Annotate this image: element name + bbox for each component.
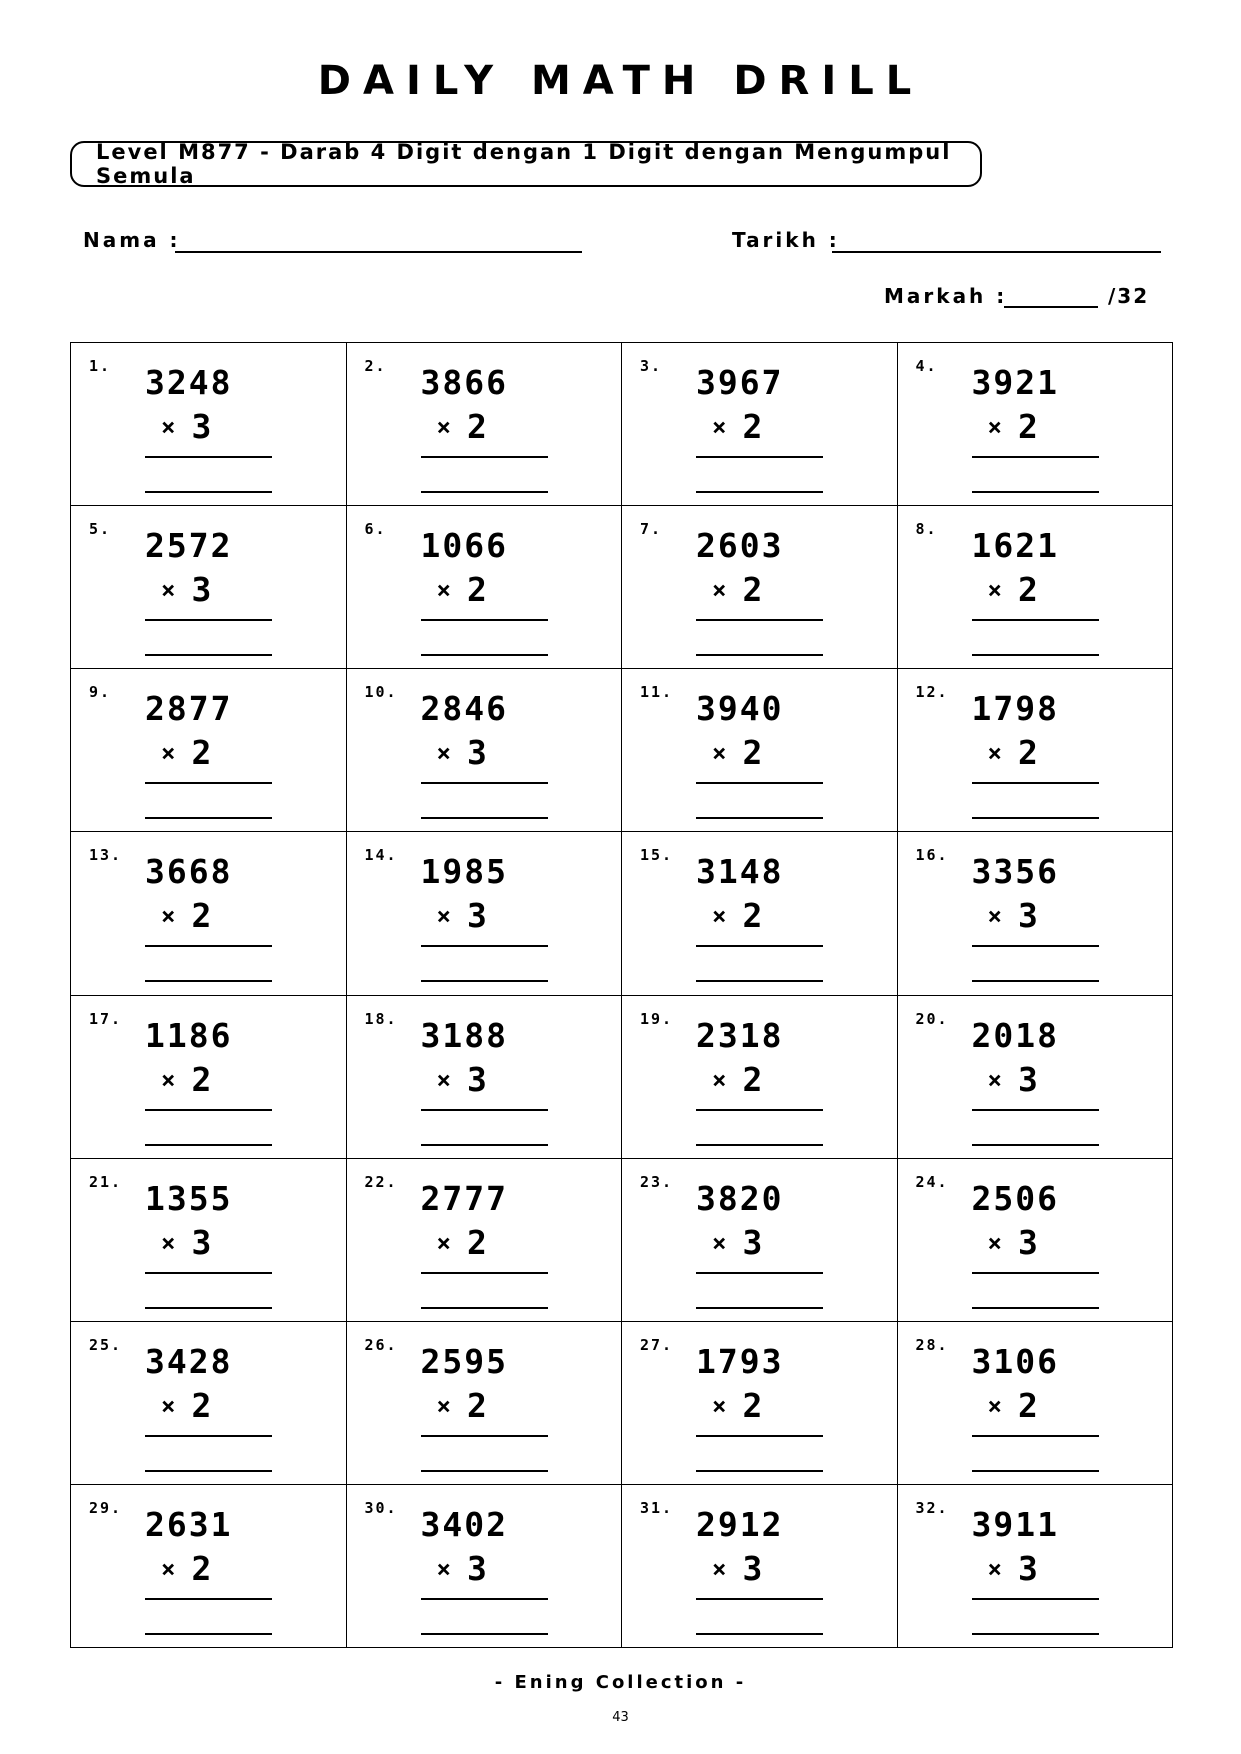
problem-cell: [622, 506, 898, 669]
multiplicand: 3967: [696, 363, 784, 402]
operation-line: [696, 1435, 823, 1437]
multiplier-row: [712, 407, 762, 446]
times-sign: ×: [987, 1065, 1002, 1094]
multiplier: 3: [191, 570, 212, 610]
problem-number: 15.: [640, 846, 674, 865]
multiplicand: 3428: [145, 1341, 233, 1381]
answer-line[interactable]: [421, 1307, 548, 1309]
multiplicand: 2631: [145, 1504, 233, 1544]
multiplicand: 1798: [971, 689, 1059, 729]
multiplier-row: [161, 733, 211, 772]
answer-line[interactable]: [696, 1144, 823, 1146]
multiplicand: 1621: [971, 526, 1059, 566]
problem-cell: [71, 669, 347, 832]
answer-line[interactable]: [972, 1144, 1099, 1146]
problem-cell: [71, 1322, 347, 1485]
problem-cell: [71, 506, 347, 669]
answer-line[interactable]: [421, 1633, 548, 1635]
times-sign: ×: [436, 1065, 451, 1094]
operation-line: [421, 456, 548, 458]
operation-line: [145, 619, 272, 621]
multiplier-row: [437, 1386, 487, 1425]
multiplicand: 3911: [971, 1504, 1059, 1544]
name-label: Nama :: [83, 228, 181, 252]
times-sign: ×: [712, 1391, 727, 1420]
multiplicand: 2846: [420, 689, 508, 729]
problem-number: 24.: [915, 1172, 949, 1191]
multiplier-row: [712, 896, 762, 935]
times-sign: ×: [712, 1228, 727, 1257]
multiplicand: 3248: [145, 363, 233, 402]
multiplier: 2: [1017, 733, 1038, 773]
multiplicand: 2877: [145, 689, 233, 729]
times-sign: ×: [987, 413, 1002, 441]
problem-grid: [70, 342, 1173, 1648]
answer-line[interactable]: [972, 980, 1099, 982]
times-sign: ×: [987, 1391, 1002, 1420]
operation-line: [696, 1109, 823, 1111]
operation-line: [421, 1109, 548, 1111]
multiplier: 2: [191, 733, 212, 773]
multiplier: 2: [466, 1222, 487, 1262]
operation-line: [145, 1272, 272, 1274]
multiplier: 2: [742, 407, 763, 446]
multiplier: 3: [466, 733, 487, 773]
problem-cell: [622, 343, 898, 506]
times-sign: ×: [987, 576, 1002, 605]
problem-cell: [71, 832, 347, 995]
problem-cell: [622, 1322, 898, 1485]
multiplicand: 3356: [971, 852, 1059, 892]
problem-cell: [622, 832, 898, 995]
multiplicand: 3921: [971, 363, 1059, 402]
times-sign: ×: [436, 739, 451, 768]
problem-cell: [622, 1159, 898, 1322]
answer-line[interactable]: [421, 491, 548, 493]
operation-line: [972, 1109, 1099, 1111]
problem-cell: [898, 1322, 1174, 1485]
problem-cell: [898, 506, 1174, 669]
answer-line[interactable]: [145, 1307, 272, 1309]
problem-cell: [898, 832, 1174, 995]
footer-credit: - Ening Collection -: [494, 1672, 747, 1693]
times-sign: ×: [161, 1554, 176, 1583]
times-sign: ×: [712, 902, 727, 931]
multiplicand: 3866: [420, 363, 508, 402]
problem-number: 12.: [915, 683, 949, 702]
multiplier: 3: [191, 407, 212, 446]
problem-cell: [71, 1485, 347, 1648]
multiplier: 3: [466, 1548, 487, 1588]
multiplier: 2: [1017, 1385, 1038, 1425]
problem-number: 20.: [915, 1009, 949, 1028]
date-field[interactable]: [832, 251, 1161, 253]
times-sign: ×: [712, 413, 727, 441]
operation-line: [421, 782, 548, 784]
problem-cell: [347, 996, 623, 1159]
multiplicand: 2572: [145, 526, 233, 566]
answer-line[interactable]: [972, 1307, 1099, 1309]
multiplier-row: [712, 1386, 762, 1425]
times-sign: ×: [712, 1554, 727, 1583]
problem-number: 7.: [640, 520, 663, 539]
problem-number: 27.: [640, 1335, 674, 1354]
times-sign: ×: [987, 1228, 1002, 1257]
multiplier: 3: [1017, 1059, 1038, 1099]
multiplicand: 2912: [696, 1504, 784, 1544]
multiplier-row: [437, 733, 487, 772]
multiplier: 2: [1017, 407, 1038, 446]
problem-cell: [347, 669, 623, 832]
multiplicand: 2777: [420, 1178, 508, 1218]
times-sign: ×: [987, 739, 1002, 768]
multiplier-row: [988, 733, 1038, 772]
problem-cell: [347, 1159, 623, 1322]
problem-number: 23.: [640, 1172, 674, 1191]
multiplier: 3: [466, 896, 487, 936]
times-sign: ×: [436, 576, 451, 605]
multiplier: 3: [1017, 1222, 1038, 1262]
problem-cell: [622, 669, 898, 832]
problem-number: 11.: [640, 683, 674, 702]
multiplicand: 2506: [971, 1178, 1059, 1218]
multiplier-row: [712, 570, 762, 609]
multiplier: 2: [742, 733, 763, 773]
problem-number: 26.: [364, 1335, 398, 1354]
answer-line[interactable]: [145, 1144, 272, 1146]
marks-label: Markah :: [884, 284, 1008, 308]
problem-number: 13.: [89, 846, 123, 865]
answer-line[interactable]: [972, 491, 1099, 493]
times-sign: ×: [161, 739, 176, 768]
multiplier: 2: [466, 570, 487, 610]
problem-cell: [347, 506, 623, 669]
multiplier-row: [437, 1549, 487, 1588]
problem-cell: [347, 1322, 623, 1485]
multiplier: 2: [191, 1059, 212, 1099]
problem-number: 32.: [915, 1498, 949, 1517]
answer-line[interactable]: [421, 980, 548, 982]
multiplier-row: [712, 1549, 762, 1588]
page-title: DAILY MATH DRILL: [317, 58, 924, 104]
multiplicand: 3820: [696, 1178, 784, 1218]
answer-line[interactable]: [972, 817, 1099, 819]
multiplicand: 2595: [420, 1341, 508, 1381]
answer-line[interactable]: [696, 1307, 823, 1309]
date-label: Tarikh :: [732, 228, 840, 252]
answer-line[interactable]: [421, 1144, 548, 1146]
answer-line[interactable]: [145, 1633, 272, 1635]
answer-line[interactable]: [972, 654, 1099, 656]
marks-total: /32: [1108, 284, 1150, 308]
multiplier: 2: [466, 1385, 487, 1425]
answer-line[interactable]: [972, 1470, 1099, 1472]
problem-number: 29.: [89, 1498, 123, 1517]
operation-line: [972, 456, 1099, 458]
problem-cell: [622, 1485, 898, 1648]
problem-cell: [347, 832, 623, 995]
operation-line: [145, 1435, 272, 1437]
multiplier-row: [161, 1060, 211, 1099]
answer-line[interactable]: [696, 817, 823, 819]
multiplier: 3: [742, 1222, 763, 1262]
problem-number: 18.: [364, 1009, 398, 1028]
multiplicand: 1793: [696, 1341, 784, 1381]
answer-line[interactable]: [696, 654, 823, 656]
problem-cell: [898, 1159, 1174, 1322]
multiplier: 3: [191, 1222, 212, 1262]
multiplier-row: [988, 896, 1038, 935]
problem-number: 16.: [915, 846, 949, 865]
operation-line: [145, 1598, 272, 1600]
multiplier: 3: [1017, 1548, 1038, 1588]
problem-cell: [898, 1485, 1174, 1648]
multiplier-row: [437, 570, 487, 609]
problem-number: 14.: [364, 846, 398, 865]
times-sign: ×: [436, 1228, 451, 1257]
operation-line: [696, 619, 823, 621]
operation-line: [972, 619, 1099, 621]
operation-line: [421, 945, 548, 947]
multiplier-row: [988, 1060, 1038, 1099]
problem-cell: [347, 1485, 623, 1648]
problem-cell: [71, 343, 347, 506]
multiplier-row: [437, 407, 487, 446]
name-field[interactable]: [175, 251, 582, 253]
operation-line: [145, 782, 272, 784]
times-sign: ×: [161, 576, 176, 605]
times-sign: ×: [436, 902, 451, 931]
problem-number: 9.: [89, 683, 112, 702]
problem-number: 5.: [89, 520, 112, 539]
marks-field[interactable]: [1004, 306, 1098, 308]
multiplier-row: [712, 733, 762, 772]
times-sign: ×: [987, 1554, 1002, 1583]
operation-line: [421, 1435, 548, 1437]
multiplicand: 1355: [145, 1178, 233, 1218]
operation-line: [696, 1272, 823, 1274]
times-sign: ×: [161, 1065, 176, 1094]
operation-line: [972, 782, 1099, 784]
multiplier-row: [988, 1549, 1038, 1588]
operation-line: [145, 456, 272, 458]
multiplier: 2: [191, 1548, 212, 1588]
multiplicand: 2603: [696, 526, 784, 566]
multiplier-row: [161, 1549, 211, 1588]
operation-line: [421, 1272, 548, 1274]
problem-cell: [898, 996, 1174, 1159]
multiplier: 3: [1017, 896, 1038, 936]
multiplicand: 3402: [420, 1504, 508, 1544]
operation-line: [696, 456, 823, 458]
multiplier: 2: [742, 570, 763, 610]
answer-line[interactable]: [145, 817, 272, 819]
answer-line[interactable]: [696, 1470, 823, 1472]
multiplier-row: [988, 407, 1038, 446]
problem-number: 19.: [640, 1009, 674, 1028]
multiplier-row: [161, 1386, 211, 1425]
operation-line: [696, 782, 823, 784]
multiplier: 2: [742, 1059, 763, 1099]
answer-line[interactable]: [421, 1470, 548, 1472]
problem-cell: [898, 669, 1174, 832]
multiplier-row: [437, 1060, 487, 1099]
times-sign: ×: [161, 1391, 176, 1420]
multiplier: 2: [742, 1385, 763, 1425]
problem-number: 31.: [640, 1498, 674, 1517]
times-sign: ×: [712, 1065, 727, 1094]
operation-line: [421, 1598, 548, 1600]
times-sign: ×: [161, 902, 176, 931]
multiplier-row: [437, 896, 487, 935]
problem-number: 8.: [915, 520, 938, 539]
answer-line[interactable]: [145, 980, 272, 982]
problem-number: 21.: [89, 1172, 123, 1191]
multiplier: 3: [466, 1059, 487, 1099]
multiplier: 2: [191, 896, 212, 936]
multiplier: 2: [191, 1385, 212, 1425]
multiplicand: 3148: [696, 852, 784, 892]
multiplier-row: [161, 570, 211, 609]
problem-cell: [71, 1159, 347, 1322]
answer-line[interactable]: [696, 491, 823, 493]
problem-number: 4.: [915, 357, 938, 375]
operation-line: [972, 1272, 1099, 1274]
answer-line[interactable]: [972, 1633, 1099, 1635]
operation-line: [972, 945, 1099, 947]
multiplier-row: [161, 896, 211, 935]
multiplier: 2: [1017, 570, 1038, 610]
multiplier-row: [437, 1223, 487, 1262]
multiplier-row: [161, 407, 211, 446]
times-sign: ×: [436, 1554, 451, 1583]
multiplicand: 3940: [696, 689, 784, 729]
times-sign: ×: [987, 902, 1002, 931]
operation-line: [696, 945, 823, 947]
answer-line[interactable]: [145, 491, 272, 493]
multiplier: 2: [742, 896, 763, 936]
answer-line[interactable]: [696, 1633, 823, 1635]
problem-number: 25.: [89, 1335, 123, 1354]
multiplier: 2: [466, 407, 487, 446]
page-number: 43: [612, 1710, 629, 1725]
multiplier-row: [988, 1386, 1038, 1425]
problem-cell: [347, 343, 623, 506]
multiplier-row: [161, 1223, 211, 1262]
multiplicand: 2018: [971, 1015, 1059, 1055]
multiplicand: 1985: [420, 852, 508, 892]
operation-line: [696, 1598, 823, 1600]
problem-number: 17.: [89, 1009, 123, 1028]
problem-number: 1.: [89, 357, 112, 375]
multiplier: 3: [742, 1548, 763, 1588]
multiplicand: 3188: [420, 1015, 508, 1055]
problem-number: 10.: [364, 683, 398, 702]
problem-cell: [898, 343, 1174, 506]
problem-number: 3.: [640, 357, 663, 375]
operation-line: [145, 945, 272, 947]
operation-line: [145, 1109, 272, 1111]
problem-number: 2.: [364, 357, 387, 375]
multiplier-row: [988, 1223, 1038, 1262]
multiplier-row: [712, 1223, 762, 1262]
times-sign: ×: [712, 576, 727, 605]
answer-line[interactable]: [421, 654, 548, 656]
times-sign: ×: [712, 739, 727, 768]
answer-line[interactable]: [421, 817, 548, 819]
multiplicand: 3106: [971, 1341, 1059, 1381]
answer-line[interactable]: [696, 980, 823, 982]
level-banner: [70, 141, 982, 187]
problem-cell: [71, 996, 347, 1159]
multiplicand: 1186: [145, 1015, 233, 1055]
multiplicand: 3668: [145, 852, 233, 892]
times-sign: ×: [161, 1228, 176, 1257]
times-sign: ×: [436, 1391, 451, 1420]
multiplicand: 1066: [420, 526, 508, 566]
operation-line: [972, 1598, 1099, 1600]
multiplier-row: [712, 1060, 762, 1099]
answer-line[interactable]: [145, 654, 272, 656]
times-sign: ×: [436, 413, 451, 441]
operation-line: [972, 1435, 1099, 1437]
problem-number: 6.: [364, 520, 387, 539]
problem-cell: [622, 996, 898, 1159]
problem-number: 22.: [364, 1172, 398, 1191]
answer-line[interactable]: [145, 1470, 272, 1472]
multiplicand: 2318: [696, 1015, 784, 1055]
problem-number: 30.: [364, 1498, 398, 1517]
problem-number: 28.: [915, 1335, 949, 1354]
level-text: Level M877 - Darab 4 Digit dengan 1 Digit dengan Mengumpul Semula: [96, 140, 952, 188]
operation-line: [421, 619, 548, 621]
multiplier-row: [988, 570, 1038, 609]
times-sign: ×: [161, 413, 176, 441]
